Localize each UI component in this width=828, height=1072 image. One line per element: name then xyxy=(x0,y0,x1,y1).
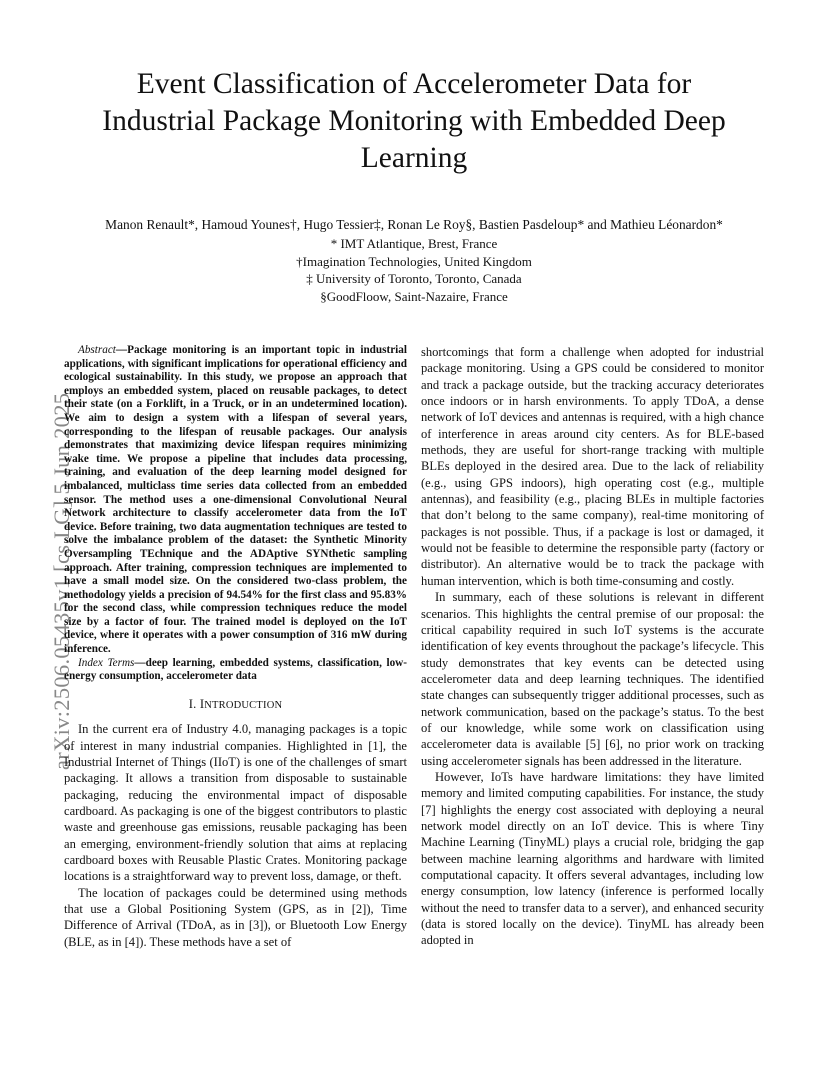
right-column xyxy=(421,344,764,949)
abstract-lead: Abstract xyxy=(78,344,116,356)
intro-paragraph-1: In the current era of Industry 4.0, managing packages is a topic of interest in many industrial companies. Highlighted in [1], the Industrial Internet of Things (IIoT) is one of the challenges of smart packaging. It allows a transition from disposable to sustainable packaging, reducing the environmental impact of disposable cardboard. As packaging is one of the biggest contributors to plastic waste and greenhouse gas emissions, reusable packaging has been an emerging, environment-friendly solution that aims at replacing cardboard boxes with Reusable Plastic Crates. Monitoring package locations is a straightforward way to prevent loss, damage, or theft. xyxy=(64,722,407,884)
index-terms-text: —deep learning, embedded systems, classification, low-energy consumption, accelerometer data xyxy=(64,656,407,683)
arxiv-identifier-text: arXiv:2506.05435v1 [cs.LG] 5 Jun 2025 xyxy=(49,392,74,770)
section-first-letter: I xyxy=(199,696,205,711)
index-terms xyxy=(64,657,407,684)
abstract xyxy=(64,344,407,657)
intro-paragraph-4: In summary, each of these solutions is relevant in different scenarios. This highlights the central premise of our proposal: the critical capability required in such IoT systems is the accurate identification of key events throughout the package’s lifecycle. This study demonstrates that key events can be detected using accelerometer data and deep learning techniques. The identified state changes can subsequently trigger additional processes, such as network communication, based on the package’s status. To the best of our knowledge, while some work on classification using accelerometer data is available [5] [6], no prior work on tracking using accelerometer signals has been addressed in the literature. xyxy=(421,590,764,768)
intro-paragraph-5: However, IoTs have hardware limitations: they have limited memory and limited computing capabilities. For instance, the study [7] highlights the energy cost associated with deploying a neural network model directly on an IoT device. This is where Tiny Machine Learning (TinyML) plays a crucial role, bridging the gap between machine learning algorithms and hardware with limited computational capacity. It offers several advantages, including low energy consumption, low latency (inference is performed locally without the need to transfer data to a server), and enhanced security (data is stored locally on the device). TinyML has already been adopted in xyxy=(421,769,764,948)
affiliation-imagination: †Imagination Technologies, United Kingdom xyxy=(296,253,532,269)
section-heading-introduction xyxy=(64,696,407,714)
intro-paragraph-3: shortcomings that form a challenge when adopted for industrial package monitoring. Using a GPS could be considered to monitor and track a package outside, but the tracking accuracy deteriorates once indoors or in harsh environments. To apply TDoA, a dense network of IoT devices and antennas is required, with a high chance of interference in areas around city centers. As for BLE-based methods, they are useful for short-range tracking with multiple BLEs deployed in the desired area. Due to the lack of reliability (e.g., using GPS indoors), high operating cost (e.g., multiple antennas), and feasibility (e.g., placing BLEs in multiple factories that don’t belong to the same company), real-time monitoring of packages is not possible. Thus, if a package is lost or damaged, it would not be feasible to determine the responsible party (factory or distributor). An alternative would be to track the package with human intervention, which is both time-consuming and costly. xyxy=(421,345,764,588)
affiliations xyxy=(140,235,688,305)
affiliation-imt: * IMT Atlantique, Brest, France xyxy=(330,236,498,251)
section-numeral: I. xyxy=(188,696,200,711)
paper-title: Event Classification of Accelerometer Data for Industrial Package Monitoring with Embedded Deep Learning xyxy=(102,68,726,174)
index-terms-lead: Index Terms xyxy=(78,656,135,669)
affiliation-goodfloow: §GoodFloow, Saint-Nazaire, France xyxy=(320,288,508,304)
left-column xyxy=(64,344,407,950)
affiliation-toronto: ‡ University of Toronto, Toronto, Canada xyxy=(306,271,522,286)
arxiv-identifier-stamp xyxy=(23,300,74,770)
author-list: Manon Renault*, Hamoud Younes†, Hugo Tessier‡, Ronan Le Roy§, Bastien Pasdeloup* and Mathieu Léonardon* xyxy=(105,217,723,232)
intro-paragraph-2: The location of packages could be determined using methods that use a Global Positioning System (GPS, as in [2]), Time Difference of Arrival (TDoA, as in [3]), or Bluetooth Low Energy (BLE, as in [4]). These methods have a set of xyxy=(64,885,407,949)
section-title-rest: NTRODUCTION xyxy=(204,699,283,711)
abstract-text: —Package monitoring is an important topic in industrial applications, with significant implications for operational efficiency and ecological sustainability. In this study, we propose an approach that employs an embedded system, placed on reusable packages, to detect their state (on a Forklift, in a Truck, or in an undetermined location). We aim to design a system with a lifespan of several years, corresponding to the lifespan of reusable packages. Our analysis demonstrates that maximizing device lifespan requires minimizing wake time. We propose a pipeline that includes data processing, training, and evaluation of the deep learning model designed for imbalanced, multiclass time series data collected from an embedded sensor. The method uses a one-dimensional Convolutional Neural Network architecture to classify accelerometer data from the IoT device. Before training, two data augmentation techniques are tested to solve the imbalance problem of the dataset: the Synthetic Minority Oversampling TEchnique and the ADAptive SYNthetic sampling approach. After training, compression techniques are implemented to have a small model size. On the considered two-class problem, the methodology yields a precision of 94.54% for the first class and 95.83% for the second class, while compression techniques reduce the model size by a factor of four. The trained model is deployed on the IoT device, where it operates with a power consumption of 316 mW during inference. xyxy=(64,344,407,656)
